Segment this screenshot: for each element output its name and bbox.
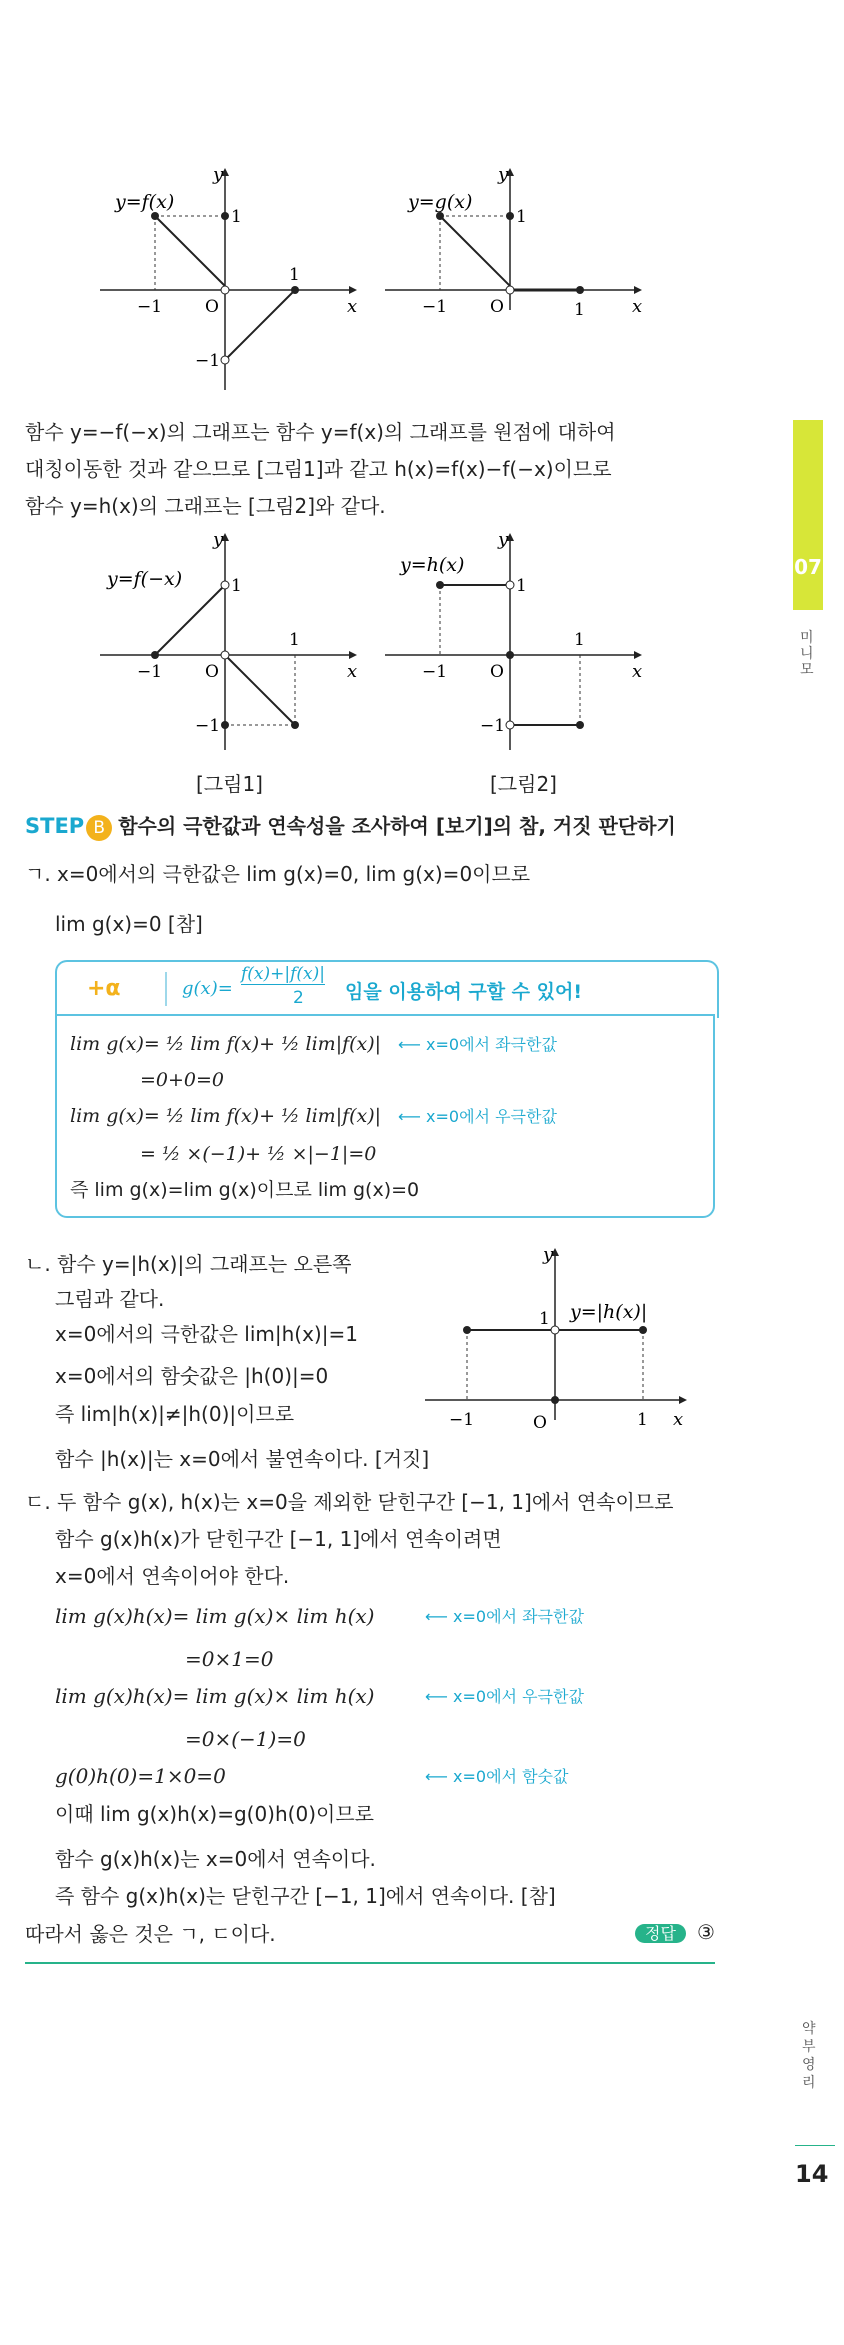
tip-line2: =0+0=0 xyxy=(140,1069,225,1091)
y-axis-label: y xyxy=(498,164,509,185)
answer-row xyxy=(635,1920,715,1947)
x-axis-label: x xyxy=(347,661,358,682)
answer-badge: 정답 xyxy=(635,1924,686,1943)
answer-value: ③ xyxy=(697,1920,715,1944)
plus-alpha-icon: +α xyxy=(87,976,121,1001)
item-a-line1: ㄱ. x=0에서의 극한값은 lim g(x)=0, lim g(x)=0이므로 xyxy=(25,862,531,886)
tick-1: 1 xyxy=(574,300,585,320)
tip-note-left: ⟵ x=0에서 좌극한값 xyxy=(398,1035,557,1054)
graph-g xyxy=(380,160,650,400)
item-c-line2: 함수 g(x)h(x)가 닫힌구간 [−1, 1]에서 연속이려면 xyxy=(55,1527,502,1551)
neg-f-label: y=f(−x) xyxy=(107,568,183,590)
item-c-line9: 이때 lim g(x)h(x)=g(0)h(0)이므로 xyxy=(55,1802,374,1826)
step-prefix: STEP xyxy=(25,814,85,838)
graph-neg-f xyxy=(95,525,365,755)
g-label: y=g(x) xyxy=(408,191,473,213)
caption-fig1: [그림1] xyxy=(196,772,263,796)
tick-1: 1 xyxy=(289,265,300,285)
item-c-line11: 즉 함수 g(x)h(x)는 닫힌구간 [−1, 1]에서 연속이다. [참] xyxy=(55,1884,556,1908)
item-b-line2: 그림과 같다. xyxy=(55,1287,165,1311)
item-b-line3: x=0에서의 극한값은 lim|h(x)|=1 xyxy=(55,1322,358,1346)
tip-text: 임을 이용하여 구할 수 있어! xyxy=(345,981,583,1003)
tip-header xyxy=(55,960,719,1018)
page-number: 14 xyxy=(795,2160,829,2188)
page-divider xyxy=(795,2145,835,2146)
item-c-line10: 함수 g(x)h(x)는 x=0에서 연속이다. xyxy=(55,1847,376,1871)
graph-h xyxy=(380,525,650,755)
tick-neg1: −1 xyxy=(449,1410,475,1430)
abs-h-label: y=|h(x)| xyxy=(570,1301,648,1323)
tip-note-right: ⟵ x=0에서 우극한값 xyxy=(398,1107,557,1126)
tick-neg1: −1 xyxy=(480,716,506,736)
origin-label: O xyxy=(490,297,504,317)
h-label: y=h(x) xyxy=(400,554,465,576)
origin-label: O xyxy=(205,662,219,682)
tip-line3: lim g(x)= ½ lim f(x)+ ½ lim|f(x)| xyxy=(70,1105,382,1127)
tip-line5: 즉 lim g(x)=lim g(x)이므로 lim g(x)=0 xyxy=(70,1179,420,1201)
tick-1: 1 xyxy=(637,1410,648,1430)
x-axis-label: x xyxy=(632,661,643,682)
tick-neg1: −1 xyxy=(137,662,163,682)
graph-abs-h xyxy=(415,1240,695,1450)
chapter-number: 07 xyxy=(794,555,822,579)
step-badge: B xyxy=(86,815,112,841)
item-b-line4: x=0에서의 함숫값은 |h(0)|=0 xyxy=(55,1364,329,1388)
tip-formula-den: 2 xyxy=(293,988,304,1008)
x-axis-label: x xyxy=(632,296,643,317)
graph-f xyxy=(95,160,365,400)
item-c-note2: ⟵ x=0에서 우극한값 xyxy=(425,1687,584,1706)
y-axis-label: y xyxy=(498,529,509,550)
x-axis-label: x xyxy=(347,296,358,317)
f-label: y=f(x) xyxy=(115,191,175,213)
item-c-line4: lim g(x)h(x)= lim g(x)× lim h(x) xyxy=(55,1604,375,1628)
section-divider xyxy=(25,1962,715,1964)
item-c-note3: ⟵ x=0에서 함숫값 xyxy=(425,1767,569,1786)
tick-neg1: −1 xyxy=(137,297,163,317)
tick-neg1: −1 xyxy=(195,716,221,736)
item-c-line7: =0×(−1)=0 xyxy=(185,1727,306,1751)
tip-line4: = ½ ×(−1)+ ½ ×|−1|=0 xyxy=(140,1143,377,1165)
item-c-line1: ㄷ. 두 함수 g(x), h(x)는 x=0을 제외한 닫힌구간 [−1, 1]에서 연속이므로 xyxy=(25,1490,674,1514)
item-b-line1: ㄴ. 함수 y=|h(x)|의 그래프는 오른쪽 xyxy=(25,1252,352,1276)
para-line: 함수 y=h(x)의 그래프는 [그림2]와 같다. xyxy=(25,494,386,518)
origin-label: O xyxy=(533,1413,547,1433)
origin-label: O xyxy=(205,297,219,317)
tick-neg1: −1 xyxy=(422,662,448,682)
x-axis-label: x xyxy=(673,1409,684,1430)
tick-1: 1 xyxy=(516,207,527,227)
para-line: 함수 y=−f(−x)의 그래프는 함수 y=f(x)의 그래프를 원점에 대하여 xyxy=(25,420,616,444)
tick-neg1: −1 xyxy=(195,351,221,371)
item-c-line5: =0×1=0 xyxy=(185,1647,274,1671)
tick-1: 1 xyxy=(516,576,527,596)
tick-1: 1 xyxy=(231,207,242,227)
step-header xyxy=(25,810,676,841)
item-a-line2: lim g(x)=0 [참] xyxy=(55,912,203,936)
item-c-line3: x=0에서 연속이어야 한다. xyxy=(55,1564,290,1588)
tip-formula: g(x)= xyxy=(182,978,233,999)
tip-line1: lim g(x)= ½ lim f(x)+ ½ lim|f(x)| xyxy=(70,1033,382,1055)
book-title: 약 부 영 리 xyxy=(802,2021,816,2091)
item-b-line6: 함수 |h(x)|는 x=0에서 불연속이다. [거짓] xyxy=(55,1447,430,1471)
item-c-line8: g(0)h(0)=1×0=0 xyxy=(55,1764,226,1788)
step-title: 함수의 극한값과 연속성을 조사하여 [보기]의 참, 거짓 판단하기 xyxy=(118,814,676,838)
y-axis-label: y xyxy=(213,164,224,185)
chapter-title: 미 니 모 xyxy=(800,630,814,678)
tick-1: 1 xyxy=(574,630,585,650)
y-axis-label: y xyxy=(543,1244,554,1265)
tick-1: 1 xyxy=(231,576,242,596)
caption-fig2: [그림2] xyxy=(490,772,557,796)
origin-label: O xyxy=(490,662,504,682)
tip-formula-num: f(x)+|f(x)| xyxy=(241,964,325,984)
item-c-line6: lim g(x)h(x)= lim g(x)× lim h(x) xyxy=(55,1684,375,1708)
tick-1: 1 xyxy=(289,630,300,650)
divider xyxy=(165,972,167,1006)
tick-neg1: −1 xyxy=(422,297,448,317)
y-axis-label: y xyxy=(213,529,224,550)
conclusion-text: 따라서 옳은 것은 ㄱ, ㄷ이다. xyxy=(25,1922,276,1946)
tick-1: 1 xyxy=(539,1309,550,1329)
para-line: 대칭이동한 것과 같으므로 [그림1]과 같고 h(x)=f(x)−f(−x)이므로 xyxy=(25,457,612,481)
item-b-line5: 즉 lim|h(x)|≠|h(0)|이므로 xyxy=(55,1402,295,1426)
item-c-note1: ⟵ x=0에서 좌극한값 xyxy=(425,1607,584,1626)
chapter-tab xyxy=(793,420,823,610)
